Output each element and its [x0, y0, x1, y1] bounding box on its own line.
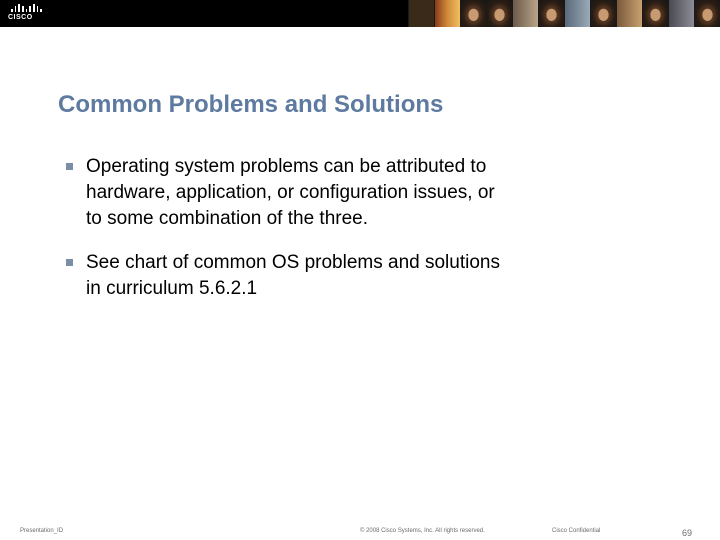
bullet-item: [66, 154, 626, 232]
bullet-line: See chart of common OS problems and solutions: [86, 252, 500, 273]
photo-tile: [538, 0, 564, 27]
bullet-line: Operating system problems can be attributed to: [86, 156, 487, 177]
photo-tile: [590, 0, 616, 27]
square-bullet-icon: [66, 259, 73, 266]
slide-footer: [0, 528, 720, 540]
presentation-id: Presentation_ID: [20, 528, 64, 534]
photo-tile: [564, 0, 590, 27]
photo-tile: [668, 0, 694, 27]
bullet-list: [66, 154, 626, 320]
photo-tile: [486, 0, 512, 27]
photo-tile: [694, 0, 720, 27]
cisco-logo: [8, 4, 42, 23]
square-bullet-icon: [66, 163, 73, 170]
photo-tile: [408, 0, 434, 27]
bullet-line: to some combination of the three.: [86, 208, 368, 229]
photo-tile: [642, 0, 668, 27]
bullet-item: [66, 250, 626, 302]
top-banner: [0, 0, 720, 27]
confidential-label: Cisco Confidential: [552, 528, 601, 534]
bullet-text: [86, 250, 626, 302]
photo-tile: [460, 0, 486, 27]
slide-title: Common Problems and Solutions: [58, 91, 444, 118]
photo-tile: [616, 0, 642, 27]
copyright-notice: © 2008 Cisco Systems, Inc. All rights reserved.: [360, 528, 485, 534]
photo-tile: [434, 0, 460, 27]
bullet-line: in curriculum 5.6.2.1: [86, 278, 258, 299]
header-photo-strip: [408, 0, 720, 27]
cisco-logo-bars-icon: [11, 4, 42, 12]
cisco-logo-text: CISCO: [8, 14, 33, 21]
bullet-text: [86, 154, 626, 232]
photo-tile: [512, 0, 538, 27]
page-number: 69: [682, 528, 693, 538]
bullet-line: hardware, application, or configuration issues, or: [86, 182, 495, 203]
